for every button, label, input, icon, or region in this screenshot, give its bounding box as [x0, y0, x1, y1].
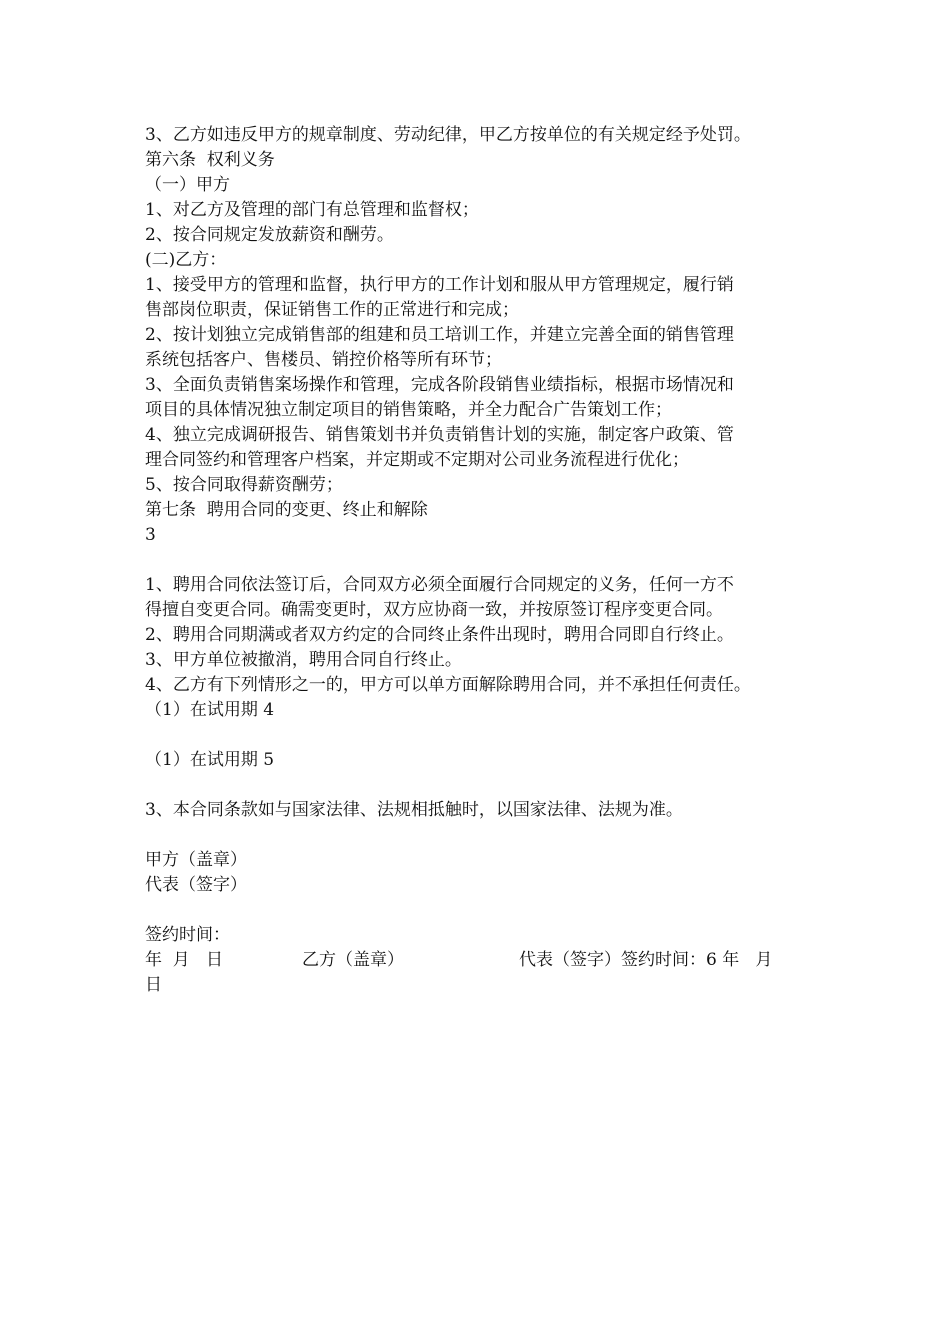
rights-line: 3、全面负责销售案场操作和管理，完成各阶段销售业绩指标，根据市场情况和 — [145, 375, 734, 395]
rights-line: 5、按合同取得薪资酬劳； — [145, 475, 343, 495]
termination-line: 3、甲方单位被撤消，聘用合同自行终止。 — [145, 650, 462, 670]
rights-line: （一）甲方 — [145, 175, 230, 195]
termination-line: （1）在试用期 4 — [145, 700, 275, 720]
rights-line: 项目的具体情况独立制定项目的销售策略，并全力配合广告策划工作； — [145, 400, 672, 420]
termination-line: 4、乙方有下列情形之一的，甲方可以单方面解除聘用合同，并不承担任何责任。 — [145, 675, 751, 695]
party-b-representative: 代表（签字）签约时间：6 年 月 — [519, 950, 773, 970]
rights-line: 售部岗位职责，保证销售工作的正常进行和完成； — [145, 300, 519, 320]
rights-line: 1、对乙方及管理的部门有总管理和监督权； — [145, 200, 479, 220]
sign-day: 日 — [145, 975, 162, 995]
section-contract-termination — [145, 573, 825, 723]
legal-conflict-clause: 3、本合同条款如与国家法律、法规相抵触时，以国家法律、法规为准。 — [145, 800, 683, 820]
spacer — [145, 723, 825, 748]
termination-line: 1、聘用合同依法签订后，合同双方必须全面履行合同规定的义务，任何一方不 — [145, 575, 734, 595]
spacer — [145, 823, 825, 848]
rights-line: (二)乙方： — [145, 250, 227, 270]
party-a-representative: 代表（签字） — [145, 875, 247, 895]
termination-line: 2、聘用合同期满或者双方约定的合同终止条件出现时，聘用合同即自行终止。 — [145, 625, 734, 645]
rights-line: 理合同签约和管理客户档案，并定期或不定期对公司业务流程进行优化； — [145, 450, 689, 470]
sign-time-label: 签约时间： — [145, 925, 230, 945]
section-rights-obligations — [145, 123, 825, 548]
signature-row — [145, 948, 825, 973]
rights-line: 1、接受甲方的管理和监督，执行甲方的工作计划和服从甲方管理规定，履行销 — [145, 275, 734, 295]
rights-line: 4、独立完成调研报告、销售策划书并负责销售计划的实施，制定客户政策、管 — [145, 425, 734, 445]
rights-line: 3、乙方如违反甲方的规章制度、劳动纪律，甲乙方按单位的有关规定经予处罚。 — [145, 125, 751, 145]
rights-line: 3 — [145, 525, 156, 545]
rights-line: 2、按合同规定发放薪资和酬劳。 — [145, 225, 394, 245]
rights-line: 2、按计划独立完成销售部的组建和员工培训工作，并建立完善全面的销售管理 — [145, 325, 734, 345]
rights-line: 第六条 权利义务 — [145, 150, 275, 170]
spacer — [145, 898, 825, 923]
spacer — [145, 773, 825, 798]
document-page — [145, 123, 825, 998]
rights-line: 第七条 聘用合同的变更、终止和解除 — [145, 500, 428, 520]
party-b-seal: 乙方（盖章） — [302, 950, 404, 970]
termination-line: 得擅自变更合同。确需变更时，双方应协商一致，并按原签订程序变更合同。 — [145, 600, 723, 620]
sign-date: 年 月 日 — [145, 950, 224, 970]
party-a-seal: 甲方（盖章） — [145, 850, 247, 870]
spacer — [145, 548, 825, 573]
probation-clause: （1）在试用期 5 — [145, 750, 275, 770]
rights-line: 系统包括客户、售楼员、销控价格等所有环节； — [145, 350, 502, 370]
